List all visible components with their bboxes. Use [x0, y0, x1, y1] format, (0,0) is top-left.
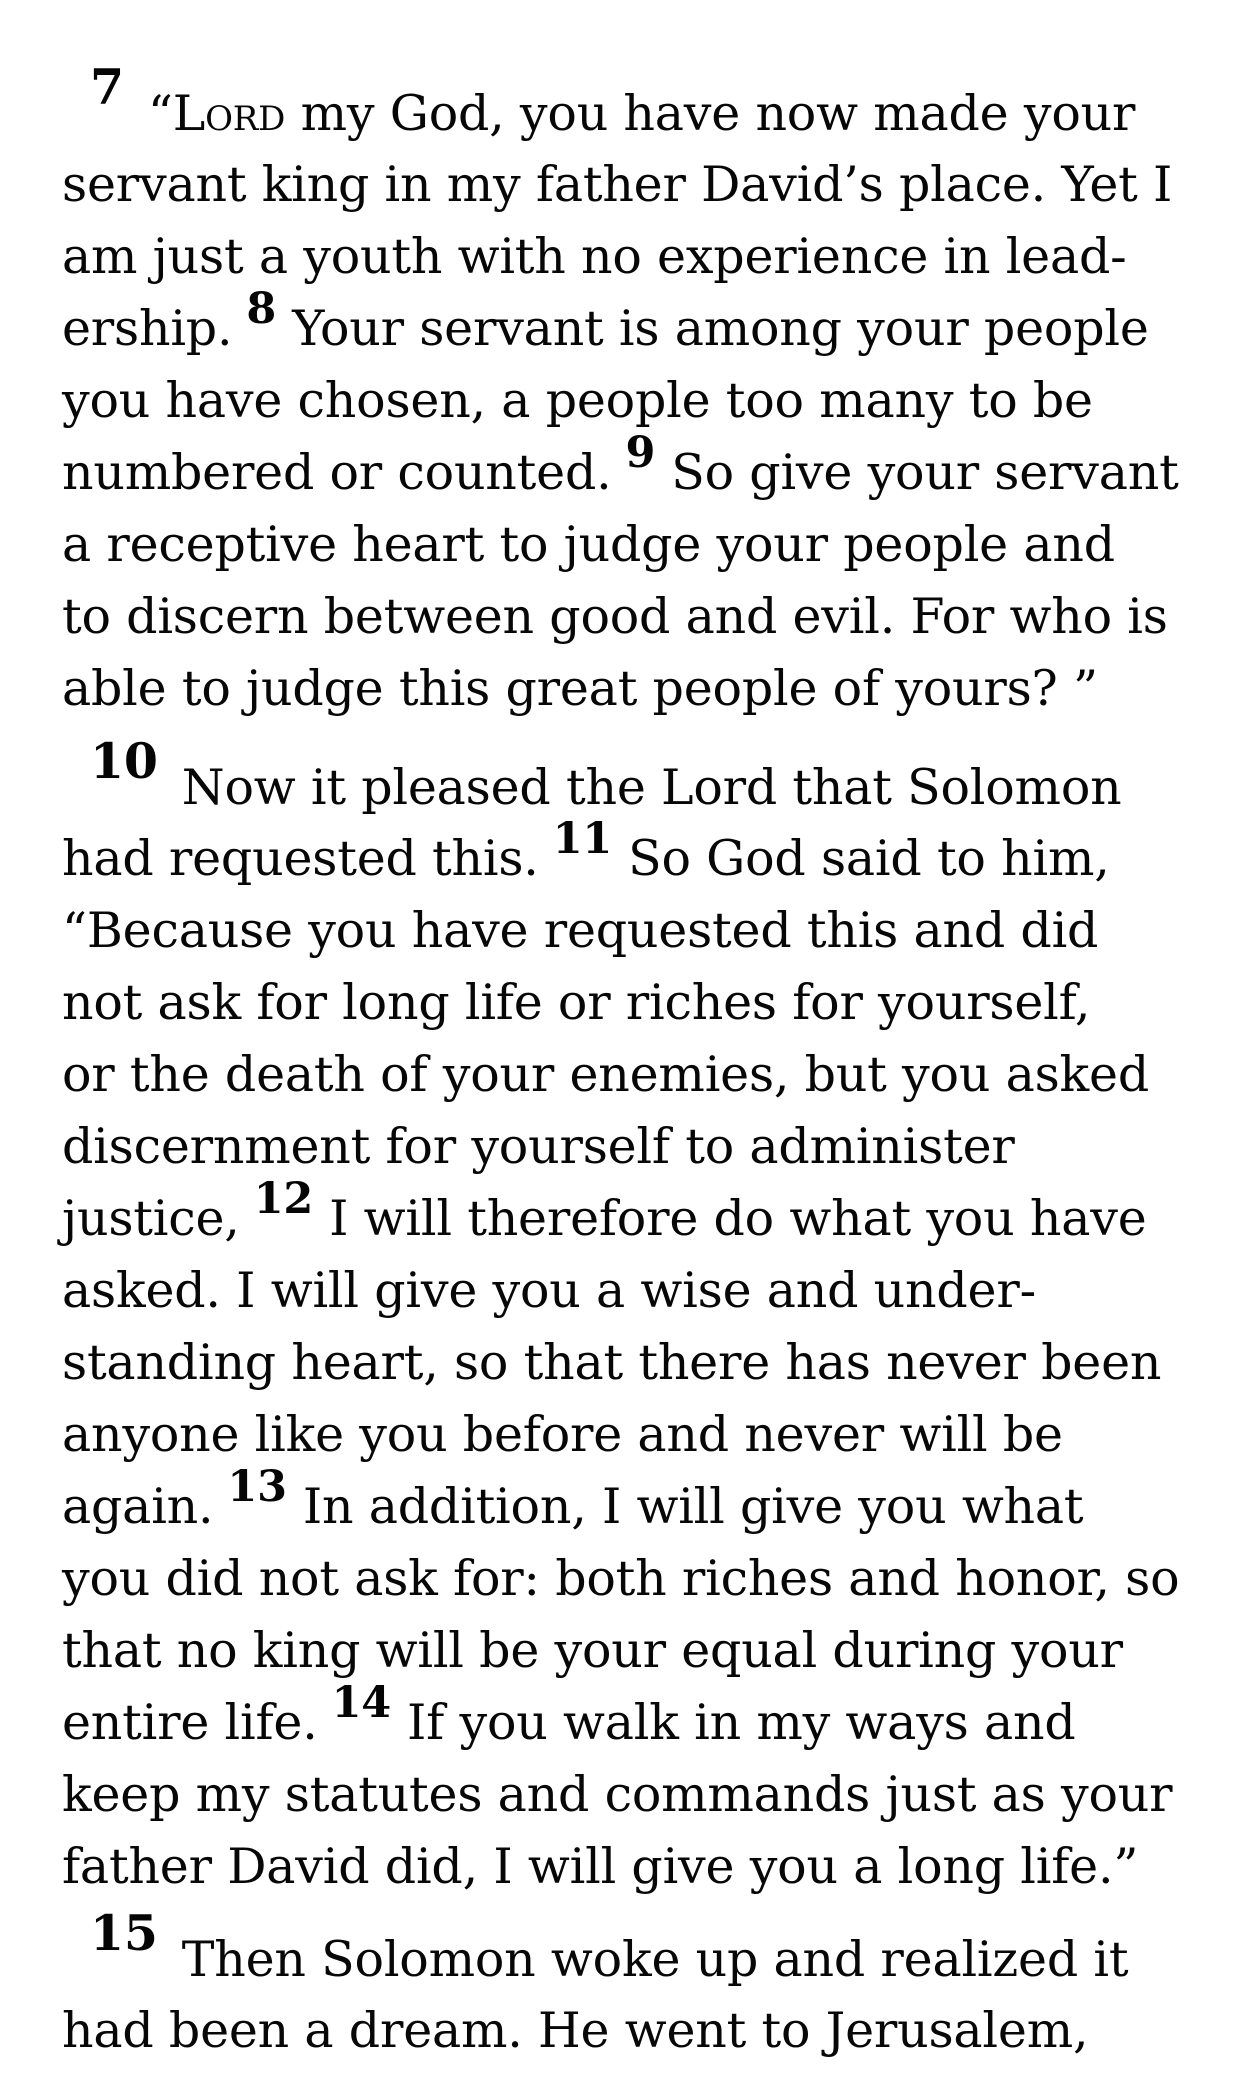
scripture-text: you did not ask for: both riches and honor, so	[62, 1550, 1180, 1607]
verse-number: 15	[90, 1904, 158, 1962]
scripture-text: justice,	[62, 1190, 240, 1247]
text-line	[62, 1904, 1212, 1995]
text-line	[62, 1678, 1212, 1759]
scripture-text: not ask for long life or riches for yourself,	[62, 974, 1091, 1031]
text-line	[62, 653, 1212, 725]
scripture-text: entire life.	[62, 1694, 318, 1751]
scripture-passage	[62, 58, 1212, 2067]
scripture-text: my God, you have now made your	[285, 85, 1136, 142]
text-line	[62, 365, 1212, 437]
scripture-text: you have chosen, a people too many to be	[62, 372, 1093, 429]
scripture-text: to discern between good and evil. For who is	[62, 588, 1168, 645]
text-line	[62, 58, 1212, 149]
text-line	[62, 1174, 1212, 1255]
paragraph	[62, 732, 1212, 1903]
scripture-text: Then Solomon woke up and realized it	[181, 1931, 1129, 1988]
verse-number: 7	[90, 58, 124, 116]
scripture-text: anyone like you before and never will be	[62, 1406, 1063, 1463]
text-line	[62, 1615, 1212, 1687]
scripture-text: a receptive heart to judge your people and	[62, 516, 1115, 573]
scripture-text: had been a dream. He went to Jerusalem,	[62, 2002, 1089, 2059]
verse-number: 8	[246, 284, 277, 334]
text-line	[62, 149, 1212, 221]
scripture-text: So give your servant	[671, 444, 1179, 501]
scripture-text: standing heart, so that there has never been	[62, 1334, 1162, 1391]
scripture-text: I will therefore do what you have	[329, 1190, 1147, 1247]
text-line	[62, 895, 1212, 967]
scripture-text: able to judge this great people of yours? ”	[62, 660, 1098, 717]
text-line	[62, 1327, 1212, 1399]
text-line	[62, 284, 1212, 365]
verse-number: 11	[552, 814, 613, 864]
verse-number: 12	[253, 1174, 314, 1224]
scripture-text: keep my statutes and commands just as your	[62, 1766, 1173, 1823]
text-line	[62, 1039, 1212, 1111]
scripture-text: am just a youth with no experience in lead-	[62, 228, 1127, 285]
text-line	[62, 1462, 1212, 1543]
scripture-text: Your servant is among your people	[292, 300, 1149, 357]
paragraph	[62, 58, 1212, 725]
text-line	[62, 1255, 1212, 1327]
text-line	[62, 1831, 1212, 1903]
verse-number: 14	[331, 1678, 392, 1728]
scripture-text: ership.	[62, 300, 233, 357]
verse-number: 13	[227, 1462, 287, 1512]
scripture-text: asked. I will give you a wise and under-	[62, 1262, 1036, 1319]
scripture-text: “	[147, 85, 173, 142]
scripture-text: again.	[62, 1478, 214, 1535]
scripture-text: that no king will be your equal during your	[62, 1622, 1123, 1679]
divine-name-smallcaps: Lord	[172, 85, 286, 142]
scripture-text: In addition, I will give you what	[302, 1478, 1084, 1535]
scripture-text: had requested this.	[62, 830, 539, 887]
text-line	[62, 428, 1212, 509]
verse-number: 10	[90, 732, 158, 790]
text-line	[62, 581, 1212, 653]
paragraph	[62, 1904, 1212, 2067]
scripture-text: or the death of your enemies, but you asked	[62, 1046, 1149, 1103]
text-line	[62, 1759, 1212, 1831]
text-line	[62, 221, 1212, 293]
scripture-text: “Because you have requested this and did	[62, 902, 1099, 959]
text-line	[62, 1995, 1212, 2067]
text-line	[62, 814, 1212, 895]
scripture-text: So God said to him,	[628, 830, 1110, 887]
verse-number: 9	[625, 428, 656, 478]
text-line	[62, 509, 1212, 581]
scripture-text: If you walk in my ways and	[407, 1694, 1076, 1751]
scripture-text: Now it pleased the Lord that Solomon	[181, 759, 1122, 816]
text-line	[62, 1111, 1212, 1183]
scripture-text: servant king in my father David’s place. Yet I	[62, 156, 1173, 213]
scripture-text: numbered or counted.	[62, 444, 612, 501]
text-line	[62, 1399, 1212, 1471]
text-line	[62, 732, 1212, 823]
text-line	[62, 967, 1212, 1039]
scripture-text: discernment for yourself to administer	[62, 1118, 1015, 1175]
text-line	[62, 1543, 1212, 1615]
scripture-text: father David did, I will give you a long life.”	[62, 1838, 1139, 1895]
